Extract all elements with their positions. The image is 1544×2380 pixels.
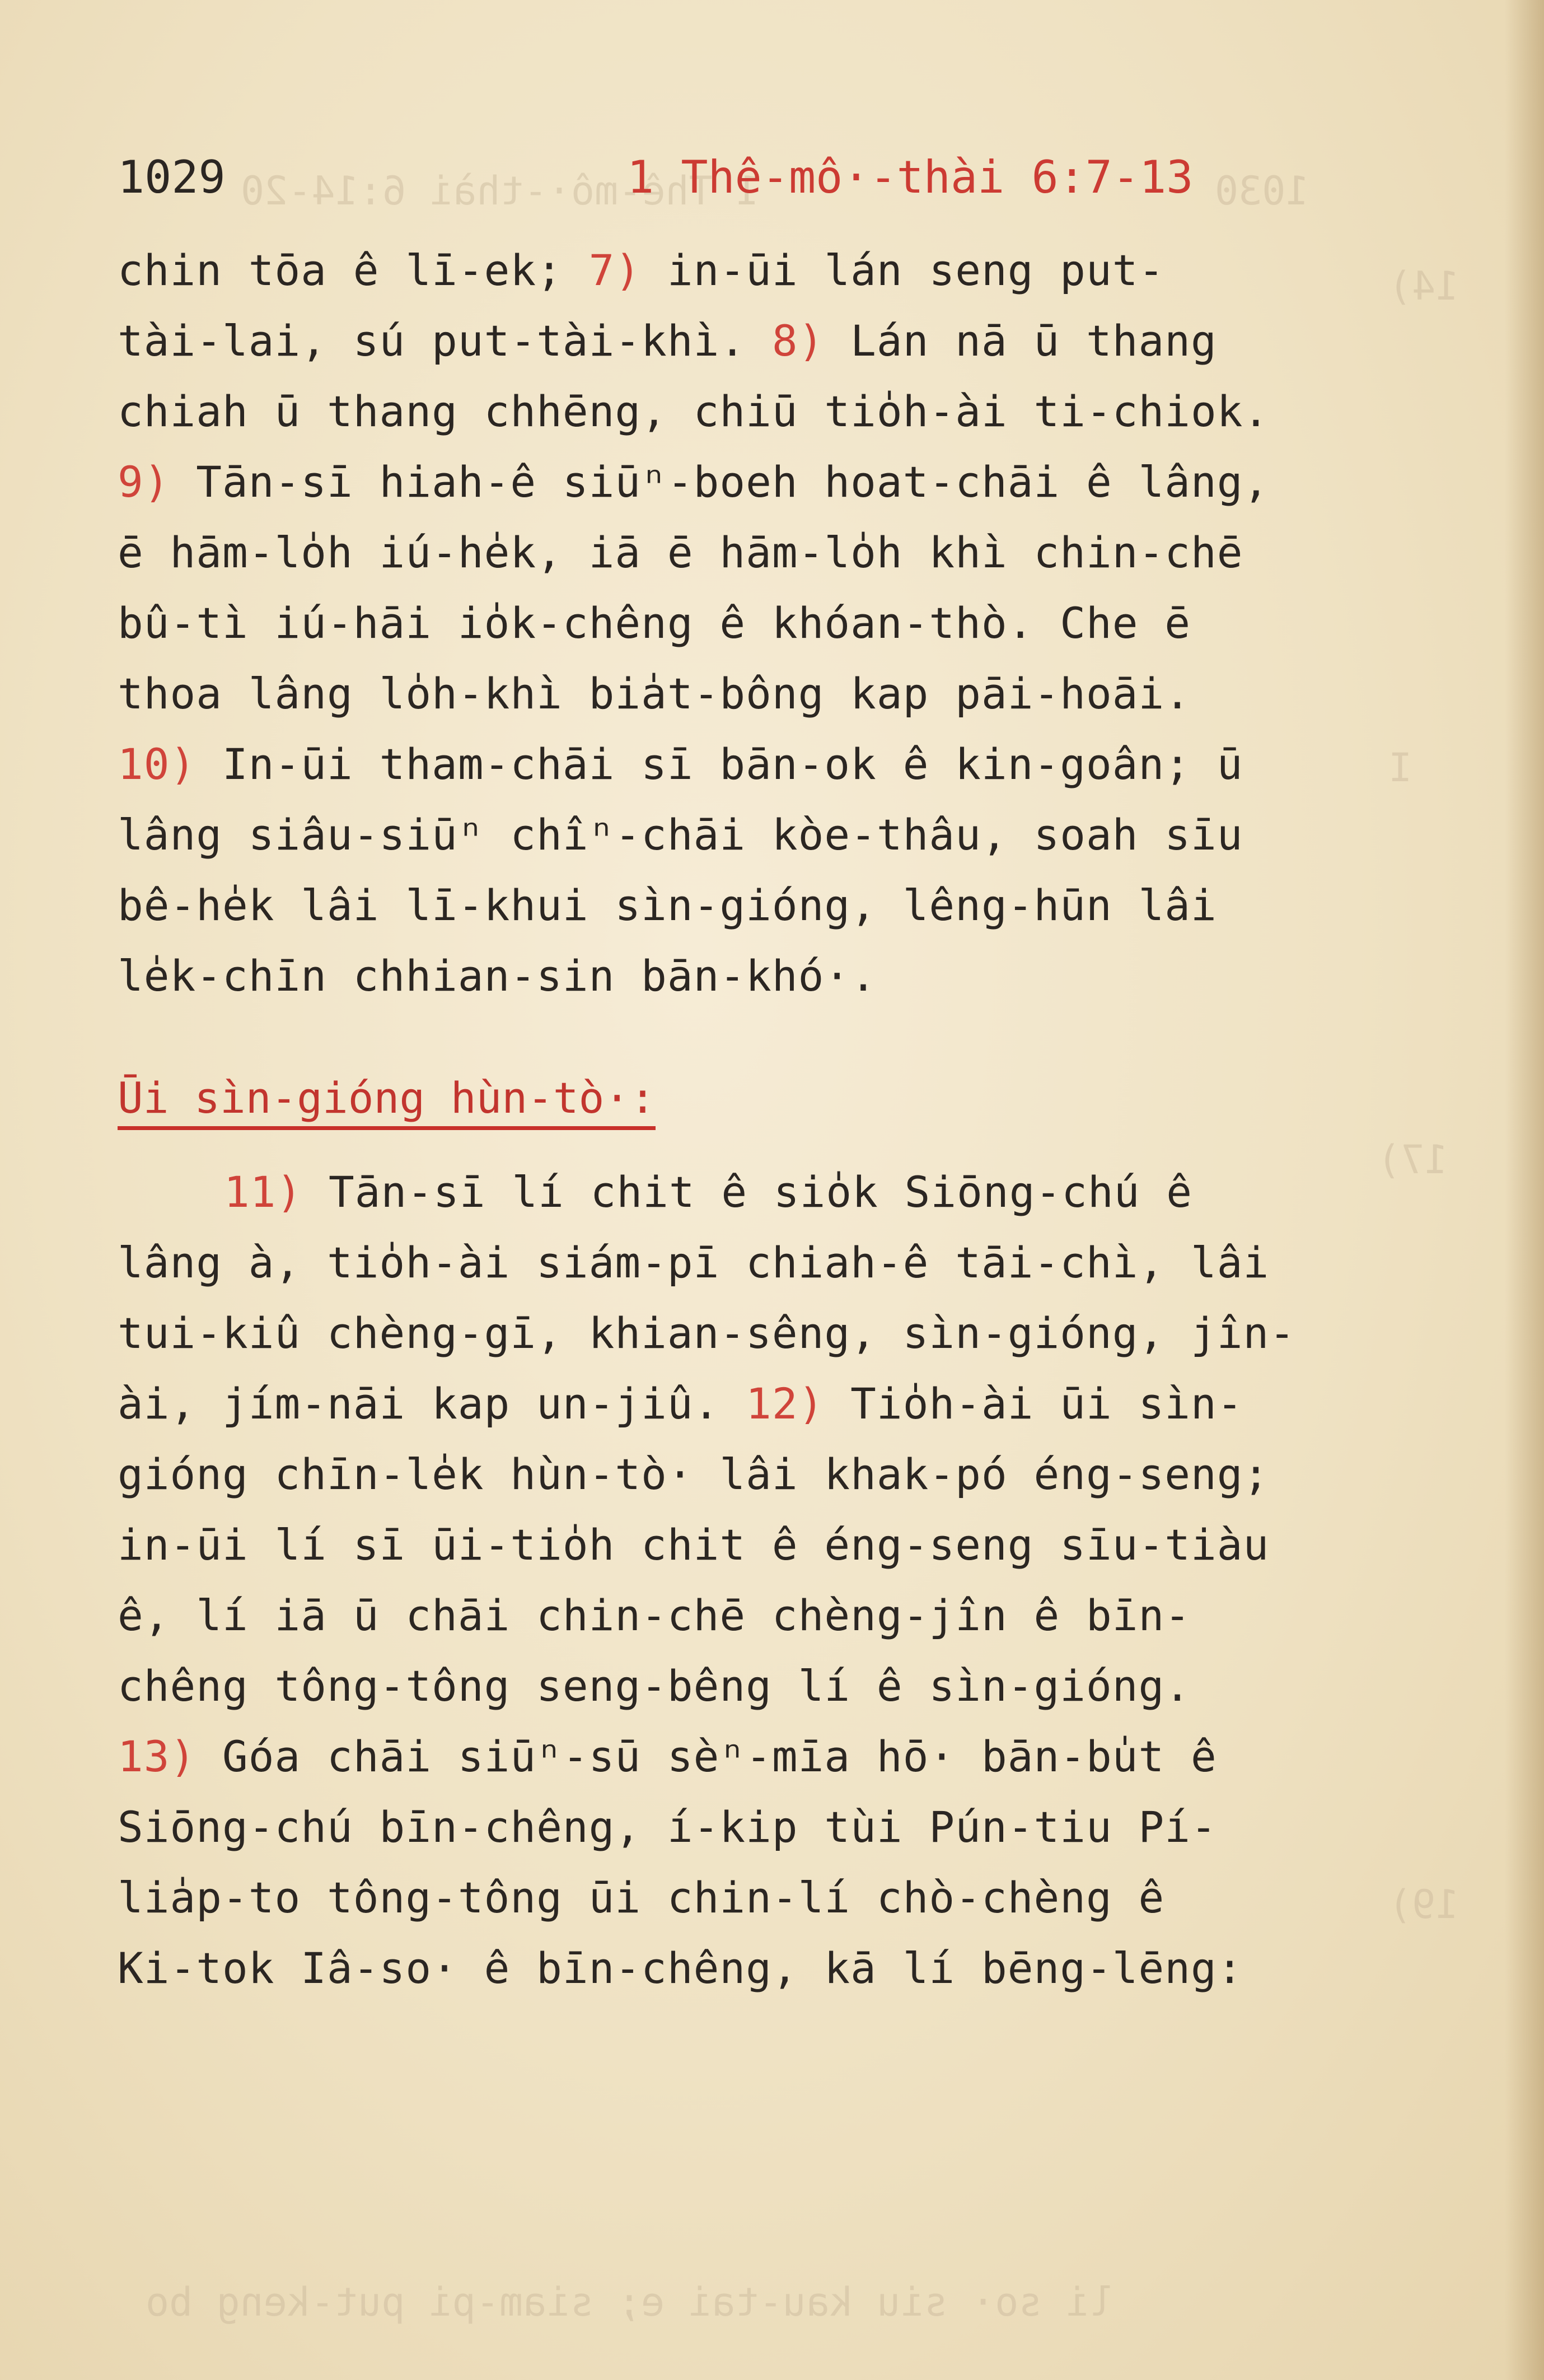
text-line: ê, lí iā ū chāi chin-chē chèng-jîn ê bīn-	[118, 1590, 1191, 1640]
paragraph-1	[118, 235, 1422, 1011]
text-line: ē hām-lo̍h iú-he̍k, iā ē hām-lo̍h khì chin-chē	[118, 528, 1243, 577]
text-line: Ki-tok Iâ-so· ê bīn-chêng, kā lí bēng-lēng:	[118, 1943, 1243, 1993]
running-head: 1 Thê-mô·-thài 6:7-13	[627, 151, 1194, 203]
text-line: lia̍p-to tông-tông ūi chin-lí chò-chèng ê	[118, 1873, 1165, 1922]
text-line: tui-kiû chèng-gī, khian-sêng, sìn-gióng, jîn-	[118, 1308, 1296, 1358]
verse-number: 10)	[118, 739, 196, 789]
page-edge-shadow	[1505, 0, 1544, 2380]
text-line: tài-lai, sú put-tài-khì. 8) Lán nā ū thang	[118, 316, 1217, 366]
page-content	[118, 151, 1422, 2004]
text-line: 9) Tān-sī hiah-ê siūⁿ-boeh hoat-chāi ê lâng,	[118, 457, 1270, 507]
text-line: Siōng-chú bīn-chêng, í-kip tùi Pún-tiu Pí-	[118, 1802, 1217, 1852]
section-heading: Ūi sìn-gióng hùn-tò·:	[118, 1062, 1422, 1135]
verse-number: 7)	[588, 245, 642, 295]
bleed-through-text: 1030 1 Thê-mô·-thài 6:14-20 14) I 17) 19) li so· siu kau-tai e; siam-pi put-keng bo	[146, 168, 1459, 2325]
verse-number: 9)	[118, 457, 170, 507]
text-line: 10) In-ūi tham-chāi sī bān-ok ê kin-goân; ū	[118, 739, 1243, 789]
page-header	[118, 151, 1422, 213]
verse-number: 12)	[746, 1379, 825, 1429]
text-line: gióng chīn-le̍k hùn-tò· lâi khak-pó éng-seng;	[118, 1449, 1270, 1499]
text-line: 11) Tān-sī lí chit ê sio̍k Siōng-chú ê	[224, 1167, 1192, 1217]
verse-number: 11)	[224, 1167, 303, 1217]
heading-spacer	[118, 1135, 1422, 1157]
text-line: bû-tì iú-hāi io̍k-chêng ê khóan-thò. Che ē	[118, 598, 1191, 648]
page-number: 1029	[118, 151, 226, 203]
text-line: ài, jím-nāi kap un-jiû. 12) Tio̍h-ài ūi sìn-	[118, 1379, 1243, 1429]
text-line: lâng à, tio̍h-ài siám-pī chiah-ê tāi-chì, lâi	[118, 1238, 1270, 1287]
text-line: chêng tông-tông seng-bêng lí ê sìn-gióng.	[118, 1661, 1191, 1711]
verse-number: 8)	[771, 316, 825, 366]
text-line: in-ūi lí sī ūi-tio̍h chit ê éng-seng sīu-tiàu	[118, 1520, 1270, 1570]
verse-number: 13)	[118, 1732, 196, 1781]
text-line: bê-he̍k lâi lī-khui sìn-gióng, lêng-hūn lâi	[118, 880, 1217, 930]
header-spacer	[118, 213, 1422, 235]
text-line: chin tōa ê lī-ek; 7) in-ūi lán seng put-	[118, 245, 1165, 295]
paragraph-2	[118, 1157, 1422, 2004]
text-line: le̍k-chīn chhian-sin bān-khó·.	[118, 951, 877, 1001]
text-line: thoa lâng lo̍h-khì bia̍t-bông kap pāi-hoāi.	[118, 669, 1191, 718]
text-line: chiah ū thang chhēng, chiū tio̍h-ài ti-chiok.	[118, 386, 1270, 436]
text-line: lâng siâu-siūⁿ chîⁿ-chāi kòe-thâu, soah sīu	[118, 810, 1243, 860]
text-line: 13) Góa chāi siūⁿ-sū sèⁿ-mīa hō· bān-bu̍t ê	[118, 1732, 1217, 1781]
